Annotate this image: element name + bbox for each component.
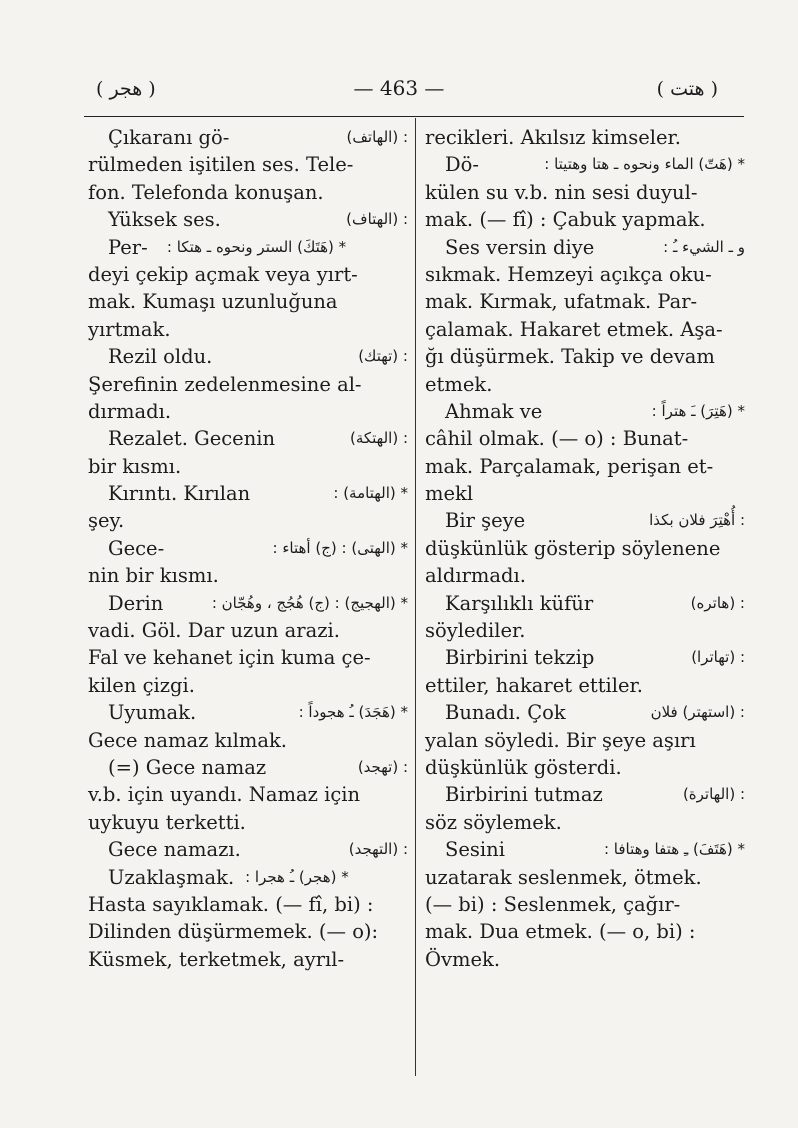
text-line [425,371,745,398]
text-line [425,644,745,671]
text-line [425,507,745,534]
definition-text: düşkünlük gösterip söylenene [425,536,721,560]
definition-text: mak. Kırmak, ufatmak. Par- [425,290,698,314]
arabic-headword: : (التهجد) [348,840,408,859]
definition-text: söz söylemek. [425,810,562,834]
text-line [425,562,745,589]
definition-text: söylediler. [425,619,526,643]
text-line [88,590,408,617]
text-line [88,836,408,863]
text-line [425,617,745,644]
text-line [88,864,408,891]
definition-text: fon. Telefonda konuşan. [88,180,324,204]
text-line [88,562,408,589]
text-line [425,727,745,754]
text-line [425,590,745,617]
definition-text: uzatarak seslenmek, ötmek. [425,865,702,889]
definition-text: etmek. [425,372,493,396]
definition-text: kilen çizgi. [88,673,195,697]
definition-text: Derin [108,591,164,615]
definition-text: Dilinden düşürmemek. (— o): [88,920,379,944]
arabic-headword: : (استهتر) فلان [650,703,745,722]
definition-text: Dö- [445,153,479,177]
text-line [425,781,745,808]
text-line [88,206,408,233]
text-line [88,754,408,781]
definition-text: Per- [108,235,148,259]
definition-text: Övmek. [425,947,501,971]
text-line [425,206,745,233]
definition-text: v.b. için uyandı. Namaz için [88,783,361,807]
text-line [425,425,745,452]
arabic-headword: * (الهجيج) : (ج) هُجُج ، وهُجّان : [211,593,408,612]
arabic-headword: : (الهتاف) [346,210,408,229]
text-line [425,809,745,836]
arabic-headword: * (هَتِرَ) ـَ هتراً : [651,401,745,420]
text-line [425,316,745,343]
text-line [425,151,745,178]
definition-text: uykuyu terketti. [88,810,246,834]
arabic-headword: * (هَجَدَ) ـُ هجوداً : [298,703,408,722]
definition-text: Uyumak. [108,701,197,725]
arabic-headword: : (تهاترا) [691,648,745,667]
arabic-headword: : (تهجد) [357,757,408,776]
definition-text: deyi çekip açmak veya yırt- [88,262,358,286]
arabic-headword: * (الهتامة) : [333,484,408,503]
definition-text: (— bi) : Seslenmek, çağır- [425,892,681,916]
text-line [88,727,408,754]
arabic-headword: : أُهْتِرَ فلان بكذا [649,511,745,530]
definition-text: mak. Dua etmek. (— o, bi) : [425,920,696,944]
header-left-keyword: ( هجر ) [96,78,156,100]
text-line [88,425,408,452]
definition-text: yalan söyledi. Bir şeye aşırı [425,728,696,752]
text-line [425,836,745,863]
text-line [425,699,745,726]
text-line [88,261,408,288]
text-line [88,371,408,398]
text-line [425,864,745,891]
text-line [425,343,745,370]
arabic-headword: * (هَتَفَ) ـِ هتفا وهتافا : [603,840,745,859]
definition-text: aldırmadı. [425,564,526,588]
definition-text: sıkmak. Hemzeyi açıkça oku- [425,262,712,286]
definition-text: Rezil oldu. [108,345,213,369]
definition-text: Gece- [108,536,165,560]
definition-text: külen su v.b. nin sesi duyul- [425,180,698,204]
definition-text: çalamak. Hakaret etmek. Aşa- [425,317,723,341]
text-line [88,234,408,261]
definition-text: Uzaklaşmak. [108,865,235,889]
text-line [425,179,745,206]
arabic-headword: : (تهتك) [358,347,408,366]
definition-text: vadi. Göl. Dar uzun arazi. [88,619,340,643]
text-line [425,891,745,918]
definition-text: (=) Gece namaz [108,755,267,779]
definition-text: Şerefinin zedelenmesine al- [88,372,362,396]
definition-text: Ahmak ve [445,399,543,423]
text-line [425,672,745,699]
text-line [425,480,745,507]
definition-text: ettiler, hakaret ettiler. [425,673,643,697]
definition-text: Gece namazı. [108,838,241,862]
page-number: — 463 — [353,76,445,100]
definition-text: Birbirini tekzip [445,646,595,670]
arabic-headword: و ـ الشيء ـُ : [663,237,745,256]
definition-text: mak. (— fî) : Çabuk yapmak. [425,208,706,232]
right-column [425,124,745,973]
definition-text: mekl [425,482,474,506]
text-line [88,480,408,507]
text-line [425,946,745,973]
arabic-headword: : (الهاترة) [682,785,745,804]
definition-text: rülmeden işitilen ses. Tele- [88,153,354,177]
text-line [88,124,408,151]
text-line [425,261,745,288]
definition-text: Hasta sayıklamak. (— fî, bi) : [88,892,374,916]
text-line [88,151,408,178]
column-divider [415,118,416,1076]
text-line [425,453,745,480]
definition-text: Küsmek, terketmek, ayrıl- [88,947,345,971]
text-line [88,946,408,973]
definition-text: Yüksek ses. [108,208,221,232]
text-line [425,754,745,781]
definition-text: Gece namaz kılmak. [88,728,287,752]
definition-text: Çıkaranı gö- [108,126,230,149]
text-line [425,234,745,261]
text-line [88,699,408,726]
text-line [88,398,408,425]
text-line [88,918,408,945]
text-line [88,288,408,315]
text-line [88,316,408,343]
text-line [88,535,408,562]
definition-text: Bunadı. Çok [445,701,566,725]
definition-text: mak. Kumaşı uzunluğuna [88,290,338,314]
definition-text: bir kısmı. [88,454,182,478]
definition-text: ğı düşürmek. Takip ve devam [425,345,715,369]
definition-text: mak. Parçalamak, perişan et- [425,454,714,478]
text-line [88,781,408,808]
arabic-headword: * (هَتّ) الماء ونحوه ـ هتا وهتيتا : [544,155,745,174]
definition-text: câhil olmak. (— o) : Bunat- [425,427,689,451]
text-line [88,891,408,918]
definition-text: Fal ve kehanet için kuma çe- [88,646,371,670]
arabic-headword: : (هاتره) [690,593,745,612]
definition-text: Sesini [445,838,505,862]
definition-text: yırtmak. [88,317,171,341]
header-rule [84,116,744,117]
text-line [88,507,408,534]
definition-text: Bir şeye [445,509,526,533]
left-column [88,124,408,973]
definition-text: Birbirini tutmaz [445,783,603,807]
arabic-headword: * (هجر) ـُ هجرا : [245,867,349,886]
text-line [88,453,408,480]
text-line [425,124,745,151]
text-line [425,398,745,425]
text-line [88,809,408,836]
definition-text: Rezalet. Gecenin [108,427,276,451]
text-line [425,918,745,945]
arabic-headword: : (الهتكة) [349,429,408,448]
header-right-keyword: ( هتت ) [656,78,718,100]
definition-text: şey. [88,509,125,533]
text-line [88,179,408,206]
text-line [425,535,745,562]
text-line [88,644,408,671]
definition-text: Ses versin diye [445,235,595,259]
text-line [88,343,408,370]
text-line [425,288,745,315]
text-line [88,672,408,699]
definition-text: dırmadı. [88,399,172,423]
arabic-headword: * (الهتى) : (ج) أهتاء : [272,538,408,557]
definition-text: recikleri. Akılsız kimseler. [425,126,681,149]
arabic-headword: : (الهاتف) [346,128,408,146]
text-line [88,617,408,644]
arabic-headword: * (هَتَكَ) الستر ونحوه ـ هتكا : [166,237,347,256]
definition-text: nin bir kısmı. [88,564,219,588]
definition-text: Karşılıklı küfür [445,591,594,615]
definition-text: düşkünlük gösterdi. [425,755,622,779]
definition-text: Kırıntı. Kırılan [108,482,251,506]
